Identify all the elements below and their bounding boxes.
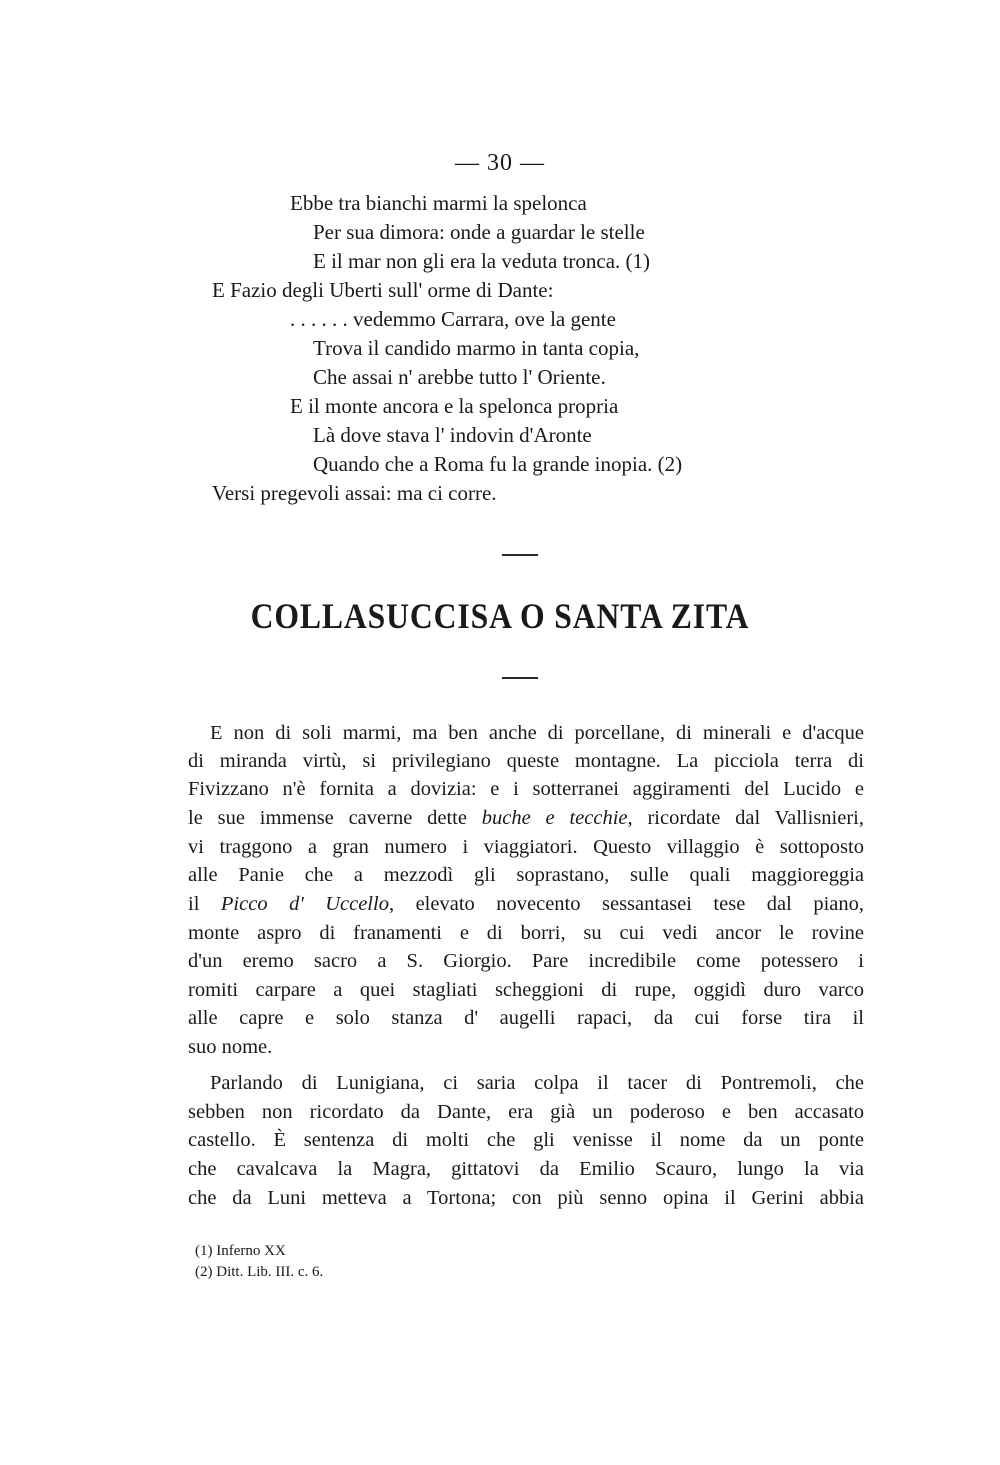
- italic-term: Picco d' Uccello: [220, 893, 389, 915]
- footnote: (1) Inferno XX: [195, 1243, 286, 1259]
- paragraph-line: Fivizzano n'è fornita a dovizia: e i sotterranei aggiramenti del Lucido e: [188, 778, 864, 800]
- paragraph-line: che cavalcava la Magra, gittatovi da Emilio Scauro, lungo la via: [188, 1158, 864, 1180]
- paragraph-line: E non di soli marmi, ma ben anche di porcellane, di minerali e d'acque: [210, 722, 864, 744]
- text-span: , elevato novecento sessantasei tese dal piano,: [388, 893, 865, 915]
- verse-line: Versi pregevoli assai: ma ci corre.: [212, 481, 497, 505]
- verse-line: E Fazio degli Uberti sull' orme di Dante:: [212, 278, 554, 302]
- verse-line: E il mar non gli era la veduta tronca. (1): [313, 249, 651, 273]
- paragraph-line: d'un eremo sacro a S. Giorgio. Pare incredibile come potessero i: [188, 950, 864, 972]
- verse-line: Ebbe tra bianchi marmi la spelonca: [290, 191, 587, 215]
- page-number: — 30 —: [455, 150, 545, 176]
- italic-term: buche e tecchie: [481, 807, 628, 829]
- divider-rule: [502, 677, 538, 679]
- divider-rule: [502, 554, 538, 556]
- paragraph-line: alle Panie che a mezzodì gli soprastano, sulle quali maggioreggia: [188, 864, 864, 886]
- paragraph-line: suo nome.: [188, 1036, 273, 1058]
- text-span: il: [188, 893, 200, 915]
- verse-line: . . . . . . vedemmo Carrara, ove la gente: [290, 307, 616, 331]
- paragraph-line: sebben non ricordato da Dante, era già un poderoso e ben accasato: [188, 1101, 864, 1123]
- paragraph-line: Parlando di Lunigiana, ci saria colpa il tacer di Pontremoli, che: [210, 1072, 864, 1094]
- paragraph-line: [188, 891, 864, 917]
- paragraph-line: che da Luni metteva a Tortona; con più senno opina il Gerini abbia: [188, 1187, 864, 1209]
- text-span: le sue immense caverne dette: [188, 807, 467, 829]
- paragraph-line: [188, 805, 864, 831]
- paragraph-line: romiti carpare a quei stagliati scheggioni di rupe, oggidì duro varco: [188, 979, 864, 1001]
- verse-line: Quando che a Roma fu la grande inopia. (2): [313, 452, 683, 476]
- paragraph-line: di miranda virtù, si privilegiano queste montagne. La picciola terra di: [188, 750, 864, 772]
- text-span: , ricordate dal Vallisnieri,: [627, 807, 864, 829]
- paragraph-line: alle capre e solo stanza d' augelli rapaci, da cui forse tira il: [188, 1007, 864, 1029]
- paragraph-line: castello. È sentenza di molti che gli venisse il nome da un ponte: [188, 1129, 864, 1151]
- paragraph-line: monte aspro di franamenti e di borri, su cui vedi ancor le rovine: [188, 922, 864, 944]
- footnote: (2) Ditt. Lib. III. c. 6.: [195, 1264, 324, 1280]
- paragraph-line: vi traggono a gran numero i viaggiatori. Questo villaggio è sottoposto: [188, 836, 864, 858]
- verse-line: Là dove stava l' indovin d'Aronte: [313, 423, 592, 447]
- section-title: COLLASUCCISA O SANTA ZITA: [250, 596, 750, 636]
- verse-line: Che assai n' arebbe tutto l' Oriente.: [313, 365, 606, 389]
- verse-line: Per sua dimora: onde a guardar le stelle: [313, 220, 645, 244]
- verse-line: Trova il candido marmo in tanta copia,: [313, 336, 640, 360]
- verse-line: E il monte ancora e la spelonca propria: [290, 394, 619, 418]
